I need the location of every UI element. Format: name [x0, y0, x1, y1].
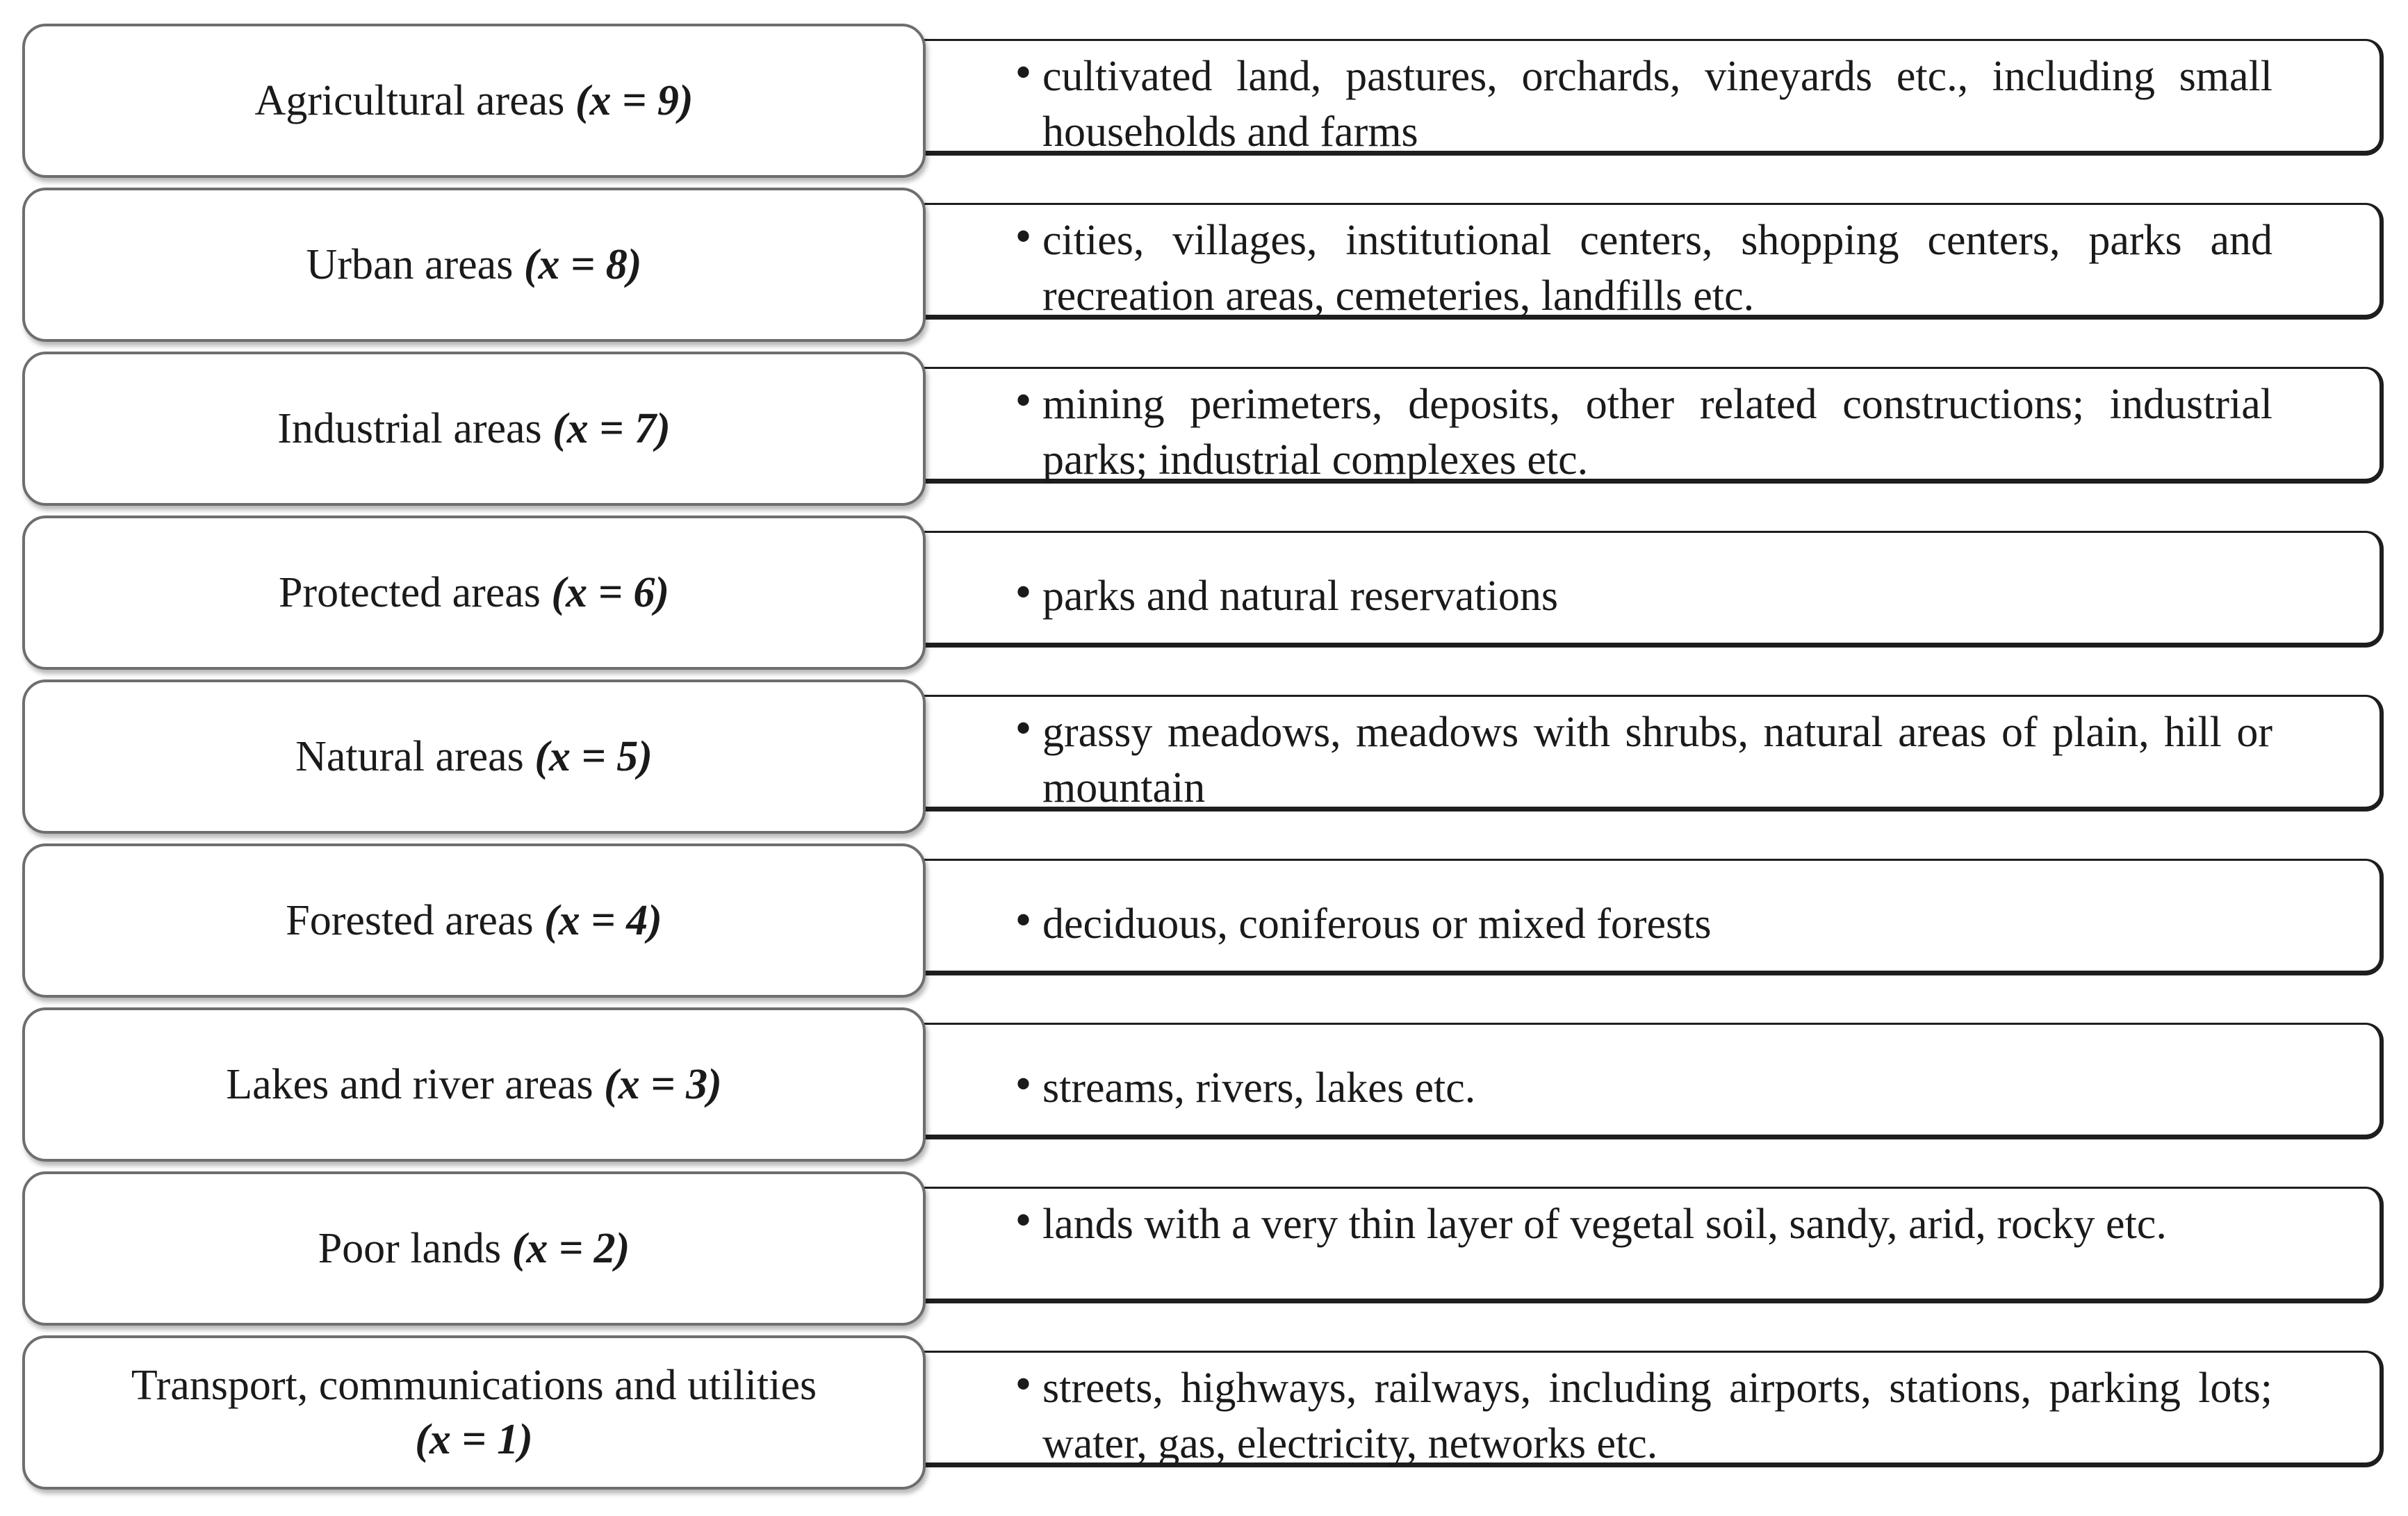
- description-text: [1016, 1360, 2272, 1472]
- description-text: [1016, 1060, 2272, 1116]
- category-label: Lakes and river areas: [226, 1061, 593, 1108]
- category-line: [306, 238, 642, 292]
- description-content: streets, highways, railways, including airports, stations, parking lots; water, gas, electricity, networks etc.: [1042, 1365, 2272, 1467]
- description-content: grassy meadows, meadows with shrubs, natural areas of plain, hill or mountain: [1042, 709, 2272, 811]
- category-code: (x = 3): [604, 1061, 722, 1108]
- category-code: (x = 5): [534, 733, 653, 780]
- category-box: [22, 516, 926, 670]
- description-text: [1016, 1196, 2272, 1252]
- category-line: Transport, communications and utilities: [131, 1362, 817, 1409]
- description-content: streams, rivers, lakes etc.: [1042, 1064, 1476, 1112]
- description-content: lands with a very thin layer of vegetal soil, sandy, arid, rocky etc.: [1042, 1201, 2167, 1248]
- land-use-row-poor-lands: [0, 1171, 2408, 1335]
- category-code: (x = 2): [511, 1225, 630, 1272]
- category-label: Natural areas: [295, 733, 524, 780]
- description-content: deciduous, coniferous or mixed forests: [1042, 900, 1712, 948]
- category-box: [22, 352, 926, 506]
- land-use-row-natural: [0, 679, 2408, 843]
- description-text: [1016, 705, 2272, 816]
- category-label: Protected areas: [278, 569, 541, 616]
- bullet-icon: •: [1016, 569, 1031, 615]
- description-text: [1016, 49, 2272, 160]
- bullet-icon: •: [1016, 1061, 1031, 1107]
- category-box: [22, 188, 926, 342]
- category-box: [22, 1171, 926, 1326]
- category-line: [318, 1221, 630, 1276]
- category-label: Agricultural areas: [254, 77, 565, 124]
- description-content: parks and natural reservations: [1042, 572, 1559, 620]
- description-text: [1016, 377, 2272, 488]
- land-use-row-forested: [0, 843, 2408, 1007]
- bullet-icon: •: [1016, 49, 1031, 95]
- bullet-icon: •: [1016, 1361, 1031, 1407]
- category-code: (x = 6): [551, 569, 670, 616]
- land-use-row-agricultural: [0, 24, 2408, 188]
- category-line: [226, 1057, 722, 1112]
- category-label: Urban areas: [306, 241, 514, 288]
- category-label: Industrial areas: [277, 405, 542, 452]
- category-line: [279, 566, 669, 620]
- category-box: [22, 843, 926, 998]
- category-code: (x = 9): [575, 77, 694, 124]
- category-line: [277, 402, 671, 456]
- description-text: [1016, 213, 2272, 324]
- land-use-row-protected: [0, 516, 2408, 679]
- land-use-row-transport: [0, 1335, 2408, 1499]
- category-code: (x = 1): [415, 1416, 533, 1463]
- description-content: mining perimeters, deposits, other related constructions; industrial parks; industrial complexes etc.: [1042, 381, 2272, 484]
- category-label: Forested areas: [286, 897, 534, 944]
- category-label: Poor lands: [318, 1225, 502, 1272]
- description-content: cultivated land, pastures, orchards, vineyards etc., including small households and farms: [1042, 53, 2272, 156]
- bullet-icon: •: [1016, 897, 1031, 943]
- land-use-row-urban: [0, 188, 2408, 352]
- category-code: (x = 7): [552, 405, 671, 452]
- category-box: [22, 1007, 926, 1162]
- description-content: cities, villages, institutional centers, shopping centers, parks and recreation areas, cemeteries, landfills etc.: [1042, 217, 2272, 320]
- category-line: [255, 74, 694, 128]
- bullet-icon: •: [1016, 213, 1031, 259]
- land-use-row-industrial: [0, 352, 2408, 516]
- category-code: (x = 8): [523, 241, 642, 288]
- category-box: [22, 679, 926, 834]
- category-box: [22, 24, 926, 178]
- land-use-row-lakes-rivers: [0, 1007, 2408, 1171]
- description-text: [1016, 568, 2272, 624]
- bullet-icon: •: [1016, 377, 1031, 423]
- category-code: (x = 4): [544, 897, 662, 944]
- bullet-icon: •: [1016, 1197, 1031, 1243]
- category-box: [22, 1335, 926, 1490]
- bullet-icon: •: [1016, 705, 1031, 751]
- description-text: [1016, 896, 2272, 952]
- category-line: [295, 730, 653, 784]
- category-line: [286, 893, 662, 948]
